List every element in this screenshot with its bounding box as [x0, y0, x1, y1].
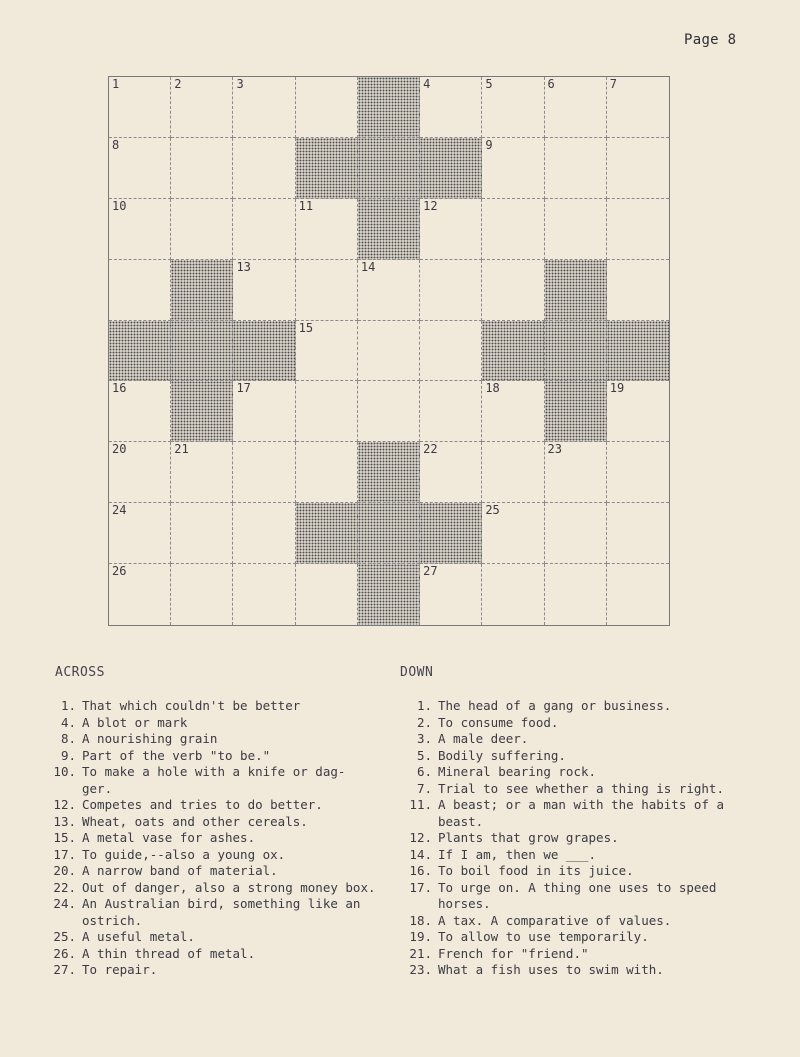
grid-cell[interactable]	[109, 564, 171, 625]
cell-number: 22	[423, 442, 438, 457]
grid-cell-shaded	[296, 138, 358, 199]
clue-number: 8.	[60, 731, 76, 746]
across-clue	[48, 962, 382, 979]
grid-cell-shaded	[607, 321, 669, 382]
grid-cell[interactable]	[233, 564, 295, 625]
grid-cell[interactable]	[420, 260, 482, 321]
grid-cell[interactable]	[109, 199, 171, 260]
grid-cell[interactable]	[607, 503, 669, 564]
clue-number: 6.	[416, 764, 432, 779]
clue-number: 16.	[409, 863, 432, 878]
grid-cell[interactable]	[482, 199, 544, 260]
clue-text: To make a hole with a knife or dag- ger.	[82, 764, 346, 796]
grid-cell[interactable]	[482, 564, 544, 625]
clue-number: 10.	[53, 764, 76, 779]
grid-cell[interactable]	[358, 321, 420, 382]
cell-number: 11	[298, 198, 314, 213]
clue-text: To guide,--also a young ox.	[82, 846, 286, 862]
clue-text: To boil food in its juice.	[438, 863, 634, 878]
grid-cell[interactable]	[171, 138, 233, 199]
down-clue	[404, 830, 748, 847]
cell-number: 27	[423, 564, 438, 579]
cell-number: 18	[485, 381, 500, 396]
cell-number: 12	[423, 198, 438, 213]
clue-text: A tax. A comparative of values.	[438, 912, 672, 928]
clue-number: 20.	[53, 863, 76, 878]
clue-text: Part of the verb "to be."	[82, 747, 271, 763]
grid-cell[interactable]	[482, 381, 544, 442]
clue-text: To urge on. A thing one uses to speed horses.	[438, 879, 717, 911]
grid-cell[interactable]	[296, 564, 358, 625]
grid-cell-shaded	[171, 260, 233, 321]
grid-cell[interactable]	[233, 442, 295, 503]
clue-number: 1.	[60, 698, 76, 713]
clue-number: 7.	[416, 780, 432, 796]
clue-number: 12.	[409, 830, 432, 845]
cell-number: 13	[236, 259, 251, 274]
grid-cell[interactable]	[233, 503, 295, 564]
clue-text: French for "friend."	[438, 945, 589, 961]
grid-cell[interactable]	[233, 138, 295, 199]
cell-number: 7	[609, 77, 617, 91]
clue-number: 1.	[416, 698, 432, 713]
grid-cell-shaded	[358, 564, 420, 625]
clue-text: Trial to see whether a thing is right.	[438, 780, 724, 796]
grid-cell[interactable]	[607, 77, 669, 138]
cell-number: 24	[112, 503, 127, 518]
grid-cell[interactable]	[296, 321, 358, 382]
grid-cell[interactable]	[109, 503, 171, 564]
crossword-grid	[108, 76, 670, 626]
grid-cell[interactable]	[482, 442, 544, 503]
grid-cell[interactable]	[607, 381, 669, 442]
cell-number: 17	[236, 381, 251, 396]
down-clue	[404, 880, 748, 913]
clue-text: Out of danger, also a strong money box.	[82, 879, 376, 895]
clue-number: 24.	[53, 896, 76, 911]
grid-cell[interactable]	[545, 199, 607, 260]
clue-number: 4.	[60, 714, 76, 730]
clue-text: An Australian bird, something like an ostrich.	[82, 896, 361, 928]
grid-cell[interactable]	[171, 503, 233, 564]
clue-text: A blot or mark	[82, 714, 188, 730]
grid-cell[interactable]	[296, 381, 358, 442]
grid-cell[interactable]	[171, 442, 233, 503]
clue-number: 23.	[409, 962, 432, 977]
across-clue	[48, 830, 382, 847]
grid-cell[interactable]	[109, 381, 171, 442]
cell-number: 3	[236, 77, 244, 91]
down-clue	[404, 929, 748, 946]
grid-cell[interactable]	[545, 442, 607, 503]
grid-cell[interactable]	[296, 199, 358, 260]
clue-number: 15.	[53, 830, 76, 845]
grid-cell[interactable]	[171, 564, 233, 625]
clue-number: 12.	[53, 797, 76, 812]
grid-cell-shaded	[545, 260, 607, 321]
grid-cell[interactable]	[482, 503, 544, 564]
grid-cell-shaded	[358, 138, 420, 199]
cell-number: 26	[112, 564, 127, 579]
clue-text: A useful metal.	[82, 929, 195, 944]
grid-cell[interactable]	[420, 442, 482, 503]
grid-cell[interactable]	[420, 381, 482, 442]
grid-cell[interactable]	[233, 77, 295, 138]
grid-cell-shaded	[109, 321, 171, 382]
cell-number: 1	[112, 77, 120, 91]
page-number: Page 8	[684, 32, 737, 48]
clue-number: 18.	[409, 912, 432, 928]
across-clue	[48, 731, 382, 748]
clue-text: A narrow band of material.	[82, 863, 278, 878]
cell-number: 14	[360, 259, 376, 274]
down-clue	[404, 863, 748, 880]
down-clue	[404, 715, 748, 732]
grid-cell[interactable]	[545, 77, 607, 138]
grid-cell-shaded	[358, 77, 420, 138]
clue-text: Bodily suffering.	[438, 747, 566, 763]
cell-number: 21	[174, 442, 189, 457]
cell-number: 6	[547, 77, 555, 91]
grid-cell[interactable]	[545, 564, 607, 625]
clue-number: 27.	[53, 962, 76, 977]
grid-cell[interactable]	[607, 260, 669, 321]
across-clue	[48, 797, 382, 814]
clue-number: 26.	[53, 945, 76, 961]
grid-cell[interactable]	[482, 138, 544, 199]
clue-number: 11.	[409, 797, 432, 812]
cell-number: 20	[112, 442, 127, 457]
grid-cell-shaded	[545, 321, 607, 382]
clue-text: Mineral bearing rock.	[438, 764, 597, 779]
cell-number: 5	[485, 77, 493, 91]
grid-cell[interactable]	[109, 77, 171, 138]
grid-cell-shaded	[358, 503, 420, 564]
grid-cell-shaded	[420, 503, 482, 564]
grid-cell[interactable]	[545, 138, 607, 199]
cell-number: 8	[112, 137, 120, 152]
cell-number: 25	[485, 503, 500, 518]
cell-number: 16	[112, 381, 127, 396]
clue-number: 17.	[409, 879, 432, 895]
clue-number: 17.	[53, 846, 76, 862]
clue-text: To repair.	[82, 962, 158, 977]
clue-text: What a fish uses to swim with.	[438, 962, 664, 977]
across-clue	[48, 880, 382, 897]
grid-cell-shaded	[296, 503, 358, 564]
across-clue-list	[48, 698, 382, 979]
grid-cell[interactable]	[358, 381, 420, 442]
clue-text: To consume food.	[438, 714, 559, 730]
grid-cell-shaded	[545, 381, 607, 442]
cell-number: 15	[298, 320, 314, 335]
grid-cell[interactable]	[607, 138, 669, 199]
clue-text: A nourishing grain	[82, 731, 218, 746]
grid-cell[interactable]	[233, 199, 295, 260]
across-clue	[48, 764, 382, 797]
down-clue	[404, 781, 748, 798]
down-clue	[404, 797, 748, 830]
cell-number: 23	[547, 442, 562, 457]
clue-number: 25.	[53, 929, 76, 944]
grid-cell-shaded	[358, 442, 420, 503]
clue-number: 19.	[409, 929, 432, 944]
grid-cell[interactable]	[420, 321, 482, 382]
grid-cell[interactable]	[296, 77, 358, 138]
clue-text: To allow to use temporarily.	[438, 929, 649, 944]
clue-number: 13.	[53, 813, 76, 829]
clue-text: That which couldn't be better	[82, 698, 301, 713]
grid-cell[interactable]	[482, 77, 544, 138]
grid-cell-shaded	[171, 381, 233, 442]
clue-number: 2.	[416, 714, 432, 730]
clue-number: 22.	[53, 879, 76, 895]
grid-cell[interactable]	[420, 77, 482, 138]
across-clue	[48, 847, 382, 864]
clue-text: If I am, then we ___.	[438, 846, 597, 862]
clue-text: Wheat, oats and other cereals.	[82, 813, 308, 829]
across-clue	[48, 748, 382, 765]
grid-cell[interactable]	[482, 260, 544, 321]
down-clue	[404, 847, 748, 864]
grid-cell[interactable]	[607, 442, 669, 503]
across-heading: ACROSS	[55, 665, 105, 680]
grid-cell[interactable]	[171, 199, 233, 260]
clue-text: A metal vase for ashes.	[82, 830, 256, 845]
grid-cell[interactable]	[296, 260, 358, 321]
down-clue	[404, 698, 748, 715]
down-clue	[404, 962, 748, 979]
grid-cell[interactable]	[420, 199, 482, 260]
down-clue	[404, 946, 748, 963]
grid-cell[interactable]	[233, 260, 295, 321]
grid-cell[interactable]	[607, 564, 669, 625]
grid-cell[interactable]	[109, 138, 171, 199]
grid-cell-shaded	[171, 321, 233, 382]
across-clue	[48, 698, 382, 715]
cell-number: 2	[174, 77, 182, 91]
grid-cell[interactable]	[420, 564, 482, 625]
grid-cell-shaded	[420, 138, 482, 199]
grid-cell-shaded	[233, 321, 295, 382]
grid-cell[interactable]	[109, 442, 171, 503]
grid-cell[interactable]	[607, 199, 669, 260]
down-clue	[404, 731, 748, 748]
down-clue	[404, 764, 748, 781]
grid-cell-shaded	[358, 199, 420, 260]
across-clue	[48, 896, 382, 929]
grid-cell[interactable]	[545, 503, 607, 564]
grid-cell[interactable]	[109, 260, 171, 321]
clue-number: 9.	[60, 747, 76, 763]
cell-number: 4	[423, 77, 431, 91]
clue-text: Plants that grow grapes.	[438, 830, 619, 845]
grid-cell[interactable]	[358, 260, 420, 321]
down-clue	[404, 913, 748, 930]
grid-cell[interactable]	[171, 77, 233, 138]
clue-number: 14.	[409, 846, 432, 862]
grid-cell[interactable]	[296, 442, 358, 503]
cell-number: 9	[485, 137, 493, 152]
clue-number: 21.	[409, 945, 432, 961]
across-clue	[48, 929, 382, 946]
across-clue	[48, 863, 382, 880]
cell-number: 19	[609, 381, 625, 396]
across-clue	[48, 946, 382, 963]
clue-text: The head of a gang or business.	[438, 698, 672, 713]
grid-cell[interactable]	[233, 381, 295, 442]
down-heading: DOWN	[400, 665, 434, 680]
clue-text: A beast; or a man with the habits of a beast.	[438, 797, 724, 829]
clue-text: A male deer.	[438, 731, 529, 746]
clue-text: A thin thread of metal.	[82, 945, 256, 961]
across-clue	[48, 715, 382, 732]
down-clue-list	[404, 698, 748, 979]
across-clue	[48, 814, 382, 831]
grid-cell-shaded	[482, 321, 544, 382]
clue-number: 5.	[416, 747, 432, 763]
clue-text: Competes and tries to do better.	[82, 797, 323, 812]
cell-number: 10	[112, 198, 127, 213]
down-clue	[404, 748, 748, 765]
clue-number: 3.	[416, 731, 432, 746]
